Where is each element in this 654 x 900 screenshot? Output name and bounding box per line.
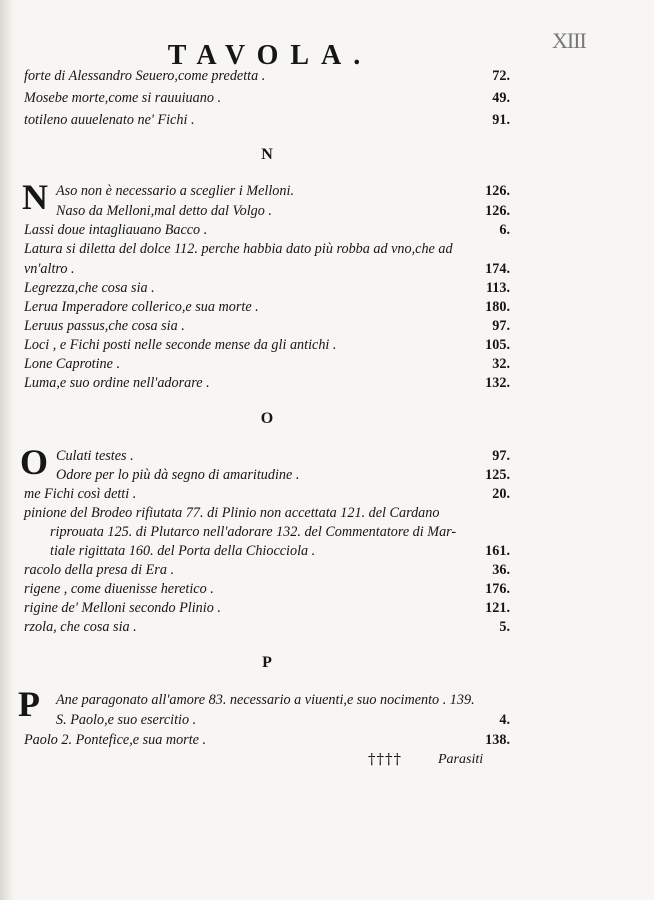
index-entry	[24, 375, 510, 395]
entry-page: 176.	[485, 581, 510, 597]
entry-page: 121.	[485, 600, 510, 616]
index-entry	[24, 505, 510, 525]
entry-text: racolo della presa di Era .	[24, 562, 175, 578]
entry-text: rzola, che cosa sia .	[24, 619, 137, 635]
entry-page: 36.	[492, 562, 510, 578]
entry-page: 113.	[485, 280, 510, 296]
entry-page: 180.	[485, 299, 510, 315]
entry-page: 6.	[499, 222, 510, 238]
entry-text: Legrezza,che cosa sia .	[24, 280, 155, 296]
entry-text: Luma,e suo ordine nell'adorare .	[24, 375, 210, 391]
entry-page: 91.	[492, 112, 510, 128]
entry-page: 138.	[485, 732, 510, 748]
index-entry	[24, 183, 510, 203]
index-entry	[24, 90, 510, 110]
entry-page: 126.	[485, 203, 510, 219]
section-letter: N	[261, 146, 273, 163]
entry-text: riprouata 125. di Plutarco nell'adorare 132. del Commentatore di Mar-	[50, 524, 457, 540]
entry-page: 132.	[485, 375, 510, 391]
index-entry	[24, 712, 510, 732]
entry-page: 161.	[485, 543, 510, 559]
entry-page: 4.	[499, 712, 510, 728]
index-entry	[24, 337, 510, 357]
index-entry	[24, 543, 510, 563]
entry-page: 72.	[492, 68, 510, 84]
binding-shadow	[0, 0, 14, 900]
entry-text: Mosebe morte,come si rauuiuano .	[24, 90, 222, 106]
index-entry	[24, 486, 510, 506]
index-entry	[24, 524, 510, 544]
entry-text: tiale rigittata 160. del Porta della Chiocciola .	[50, 543, 316, 559]
index-entry	[24, 467, 510, 487]
section-letter: O	[260, 410, 274, 427]
entry-text: Ane paragonato all'amore 83. necessario a viuenti,e suo nocimento . 139.	[56, 692, 475, 708]
index-entry	[24, 299, 510, 319]
entry-text: totileno auuelenato ne' Fichi .	[24, 112, 195, 128]
entry-text: forte di Alessandro Seuero,come predetta .	[24, 68, 266, 84]
cross-ornament: ††††	[368, 750, 402, 768]
index-entry	[24, 280, 510, 300]
entry-page: 32.	[492, 356, 510, 372]
index-entry	[24, 562, 510, 582]
entry-page: 174.	[485, 261, 510, 277]
entry-text: Paolo 2. Pontefice,e sua morte .	[24, 732, 207, 748]
index-entry	[24, 318, 510, 338]
index-entry	[24, 261, 510, 281]
entry-text: me Fichi così detti .	[24, 486, 137, 502]
entry-text: Lone Caprotine .	[24, 356, 121, 372]
index-entry	[24, 203, 510, 223]
index-entry	[24, 581, 510, 601]
entry-page: 105.	[485, 337, 510, 353]
page-mark: XIII	[552, 28, 586, 53]
catchword: Parasiti	[438, 752, 484, 767]
drop-cap: P	[18, 684, 40, 724]
entry-page: 49.	[492, 90, 510, 106]
entry-text: rigine de' Melloni secondo Plinio .	[24, 600, 221, 616]
index-entry	[24, 241, 510, 261]
entry-text: S. Paolo,e suo esercitio .	[56, 712, 197, 728]
entry-page: 5.	[499, 619, 510, 635]
entry-text: rigene , come diuenisse heretico .	[24, 581, 214, 597]
entry-page: 125.	[485, 467, 510, 483]
entry-page: 126.	[485, 183, 510, 199]
drop-cap: O	[20, 442, 49, 482]
entry-page: 97.	[492, 318, 510, 334]
index-entry	[24, 448, 510, 468]
entry-text: Aso non è necessario a sceglier i Melloni.	[56, 183, 294, 199]
entry-text: Lassi doue intagliauano Bacco .	[24, 222, 208, 238]
index-entry	[24, 222, 510, 242]
entry-text: vn'altro .	[24, 261, 75, 277]
index-entry	[24, 619, 510, 639]
entry-text: Latura si diletta del dolce 112. perche habbia dato più robba ad vno,che ad	[24, 241, 453, 257]
index-entry	[24, 600, 510, 620]
index-entry	[24, 692, 510, 712]
entry-text: Culati testes .	[56, 448, 134, 464]
section-letter: P	[262, 654, 272, 671]
index-entry	[24, 68, 510, 88]
index-entry	[24, 356, 510, 376]
entry-page: 20.	[492, 486, 510, 502]
running-head: TAVOLA.	[167, 40, 373, 71]
entry-text: Loci , e Fichi posti nelle seconde mense da gli antichi .	[24, 337, 337, 353]
entry-text: Lerua Imperadore collerico,e sua morte .	[24, 299, 259, 315]
entry-page: 97.	[492, 448, 510, 464]
index-entry	[24, 112, 510, 132]
entry-text: Naso da Melloni,mal detto dal Volgo .	[56, 203, 272, 219]
entry-text: Leruus passus,che cosa sia .	[24, 318, 185, 334]
entry-text: pinione del Brodeo rifiutata 77. di Plinio non accettata 121. del Cardano	[24, 505, 440, 521]
drop-cap: N	[22, 177, 48, 217]
index-entry	[24, 732, 510, 752]
entry-text: Odore per lo più dà segno di amaritudine .	[56, 467, 300, 483]
